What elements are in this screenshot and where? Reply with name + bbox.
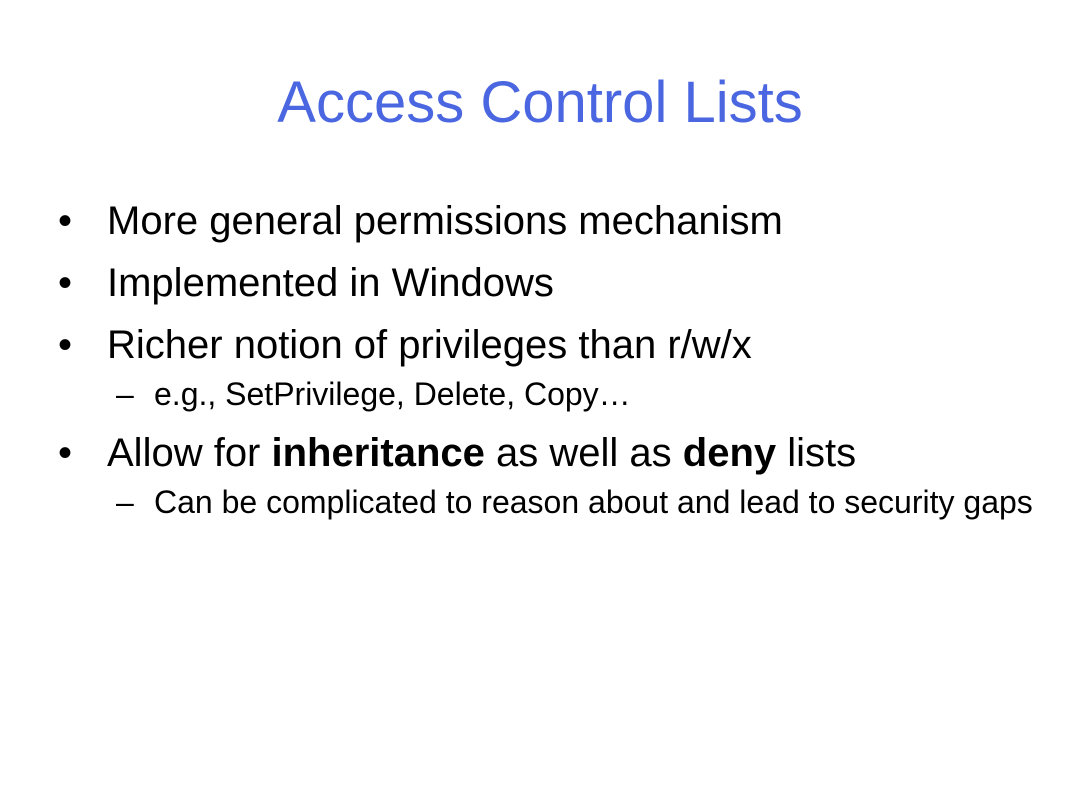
bullet-item xyxy=(58,317,1048,373)
bullet-icon: • xyxy=(58,199,73,243)
bullet-text: Implemented in Windows xyxy=(107,261,554,305)
dash-icon: – xyxy=(116,376,134,412)
dash-icon: – xyxy=(116,484,134,520)
bullet-icon: • xyxy=(58,323,73,367)
bullet-text-part: Allow for xyxy=(107,431,272,475)
bold-term-inheritance: inheritance xyxy=(271,431,485,475)
sub-bullet-item xyxy=(58,483,1048,521)
bold-term-deny: deny xyxy=(682,431,777,475)
sub-bullet-text: Can be complicated to reason about and lead to security gaps xyxy=(154,484,1033,520)
bullet-icon: • xyxy=(58,261,73,305)
slide-title: Access Control Lists xyxy=(277,70,803,135)
slide-body xyxy=(58,193,1048,529)
bullet-text: More general permissions mechanism xyxy=(107,199,783,243)
bullet-text-part: lists xyxy=(776,431,857,475)
bullet-text-part: as well as xyxy=(484,431,683,475)
bullet-item xyxy=(58,193,1048,249)
sub-bullet-text: e.g., SetPrivilege, Delete, Copy… xyxy=(154,376,631,412)
sub-bullet-item xyxy=(58,375,1048,413)
bullet-text: Richer notion of privileges than r/w/x xyxy=(107,323,752,367)
bullet-icon: • xyxy=(58,431,73,475)
bullet-item xyxy=(58,255,1048,311)
bullet-item xyxy=(58,425,1048,481)
